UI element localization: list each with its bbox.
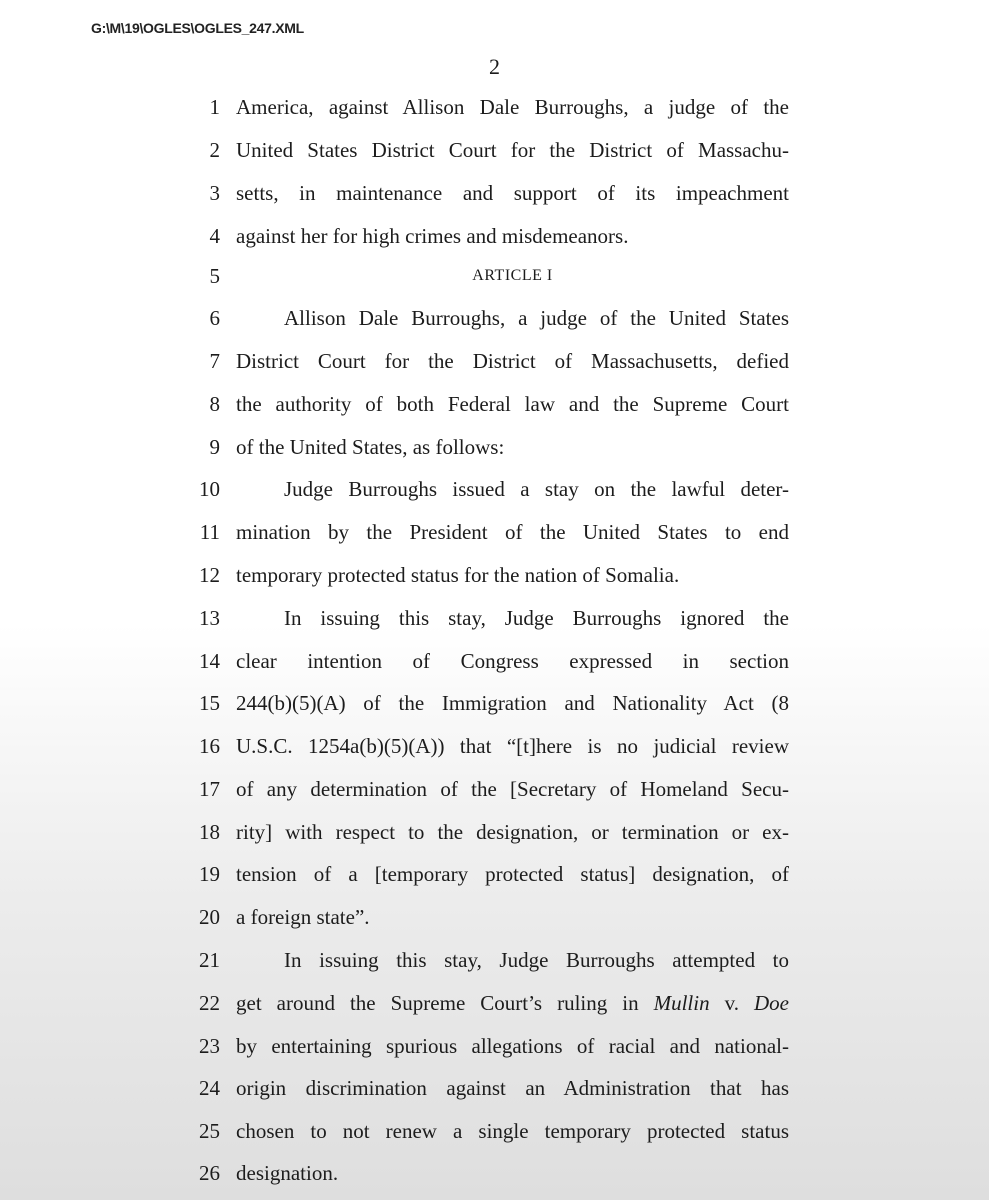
line-number: 21	[199, 948, 220, 972]
line-text: United States District Court for the District of Massachu-	[236, 138, 789, 162]
line-number: 12	[199, 563, 220, 587]
line-text: America, against Allison Dale Burroughs, a judge of the	[236, 95, 789, 119]
line-number: 26	[199, 1161, 220, 1185]
case-name-italic: Mullin	[653, 991, 710, 1015]
line-number: 5	[209, 264, 220, 288]
line-number: 24	[199, 1076, 220, 1100]
line-text: U.S.C. 1254a(b)(5)(A)) that “[t]here is no judicial review	[236, 734, 789, 758]
line-text: temporary protected status for the nation of Somalia.	[236, 563, 680, 587]
page-number: 2	[489, 54, 500, 79]
line-number: 7	[209, 349, 220, 373]
line-number: 16	[199, 734, 220, 758]
line-text: setts, in maintenance and support of its impeachment	[236, 181, 789, 205]
text-segment: v.	[709, 991, 754, 1015]
line-number: 25	[199, 1119, 220, 1143]
line-number: 3	[209, 181, 220, 205]
line-text	[236, 988, 789, 1018]
line-text: origin discrimination against an Administration that has	[236, 1076, 789, 1100]
line-text: tension of a [temporary protected status] designation, of	[236, 862, 789, 886]
file-path-header: G:\M\19\OGLES\OGLES_247.XML	[91, 20, 304, 36]
line-number: 2	[209, 138, 220, 162]
case-name-italic: Doe	[754, 991, 789, 1015]
line-text: In issuing this stay, Judge Burroughs attempted to	[284, 948, 789, 972]
line-text: clear intention of Congress expressed in section	[236, 649, 789, 673]
line-number: 17	[199, 777, 220, 801]
line-text: District Court for the District of Massachusetts, defied	[236, 349, 789, 373]
line-number: 10	[199, 477, 220, 501]
line-text: a foreign state”.	[236, 905, 370, 929]
line-text: of the United States, as follows:	[236, 435, 505, 459]
line-text: by entertaining spurious allegations of racial and national-	[236, 1034, 789, 1058]
line-number: 23	[199, 1034, 220, 1058]
line-number: 9	[209, 435, 220, 459]
line-number: 19	[199, 862, 220, 886]
line-number: 8	[209, 392, 220, 416]
line-number: 11	[199, 520, 220, 544]
line-text: rity] with respect to the designation, or termination or ex-	[236, 820, 789, 844]
line-number: 18	[199, 820, 220, 844]
line-text: the authority of both Federal law and the Supreme Court	[236, 392, 789, 416]
line-text: chosen to not renew a single temporary protected status	[236, 1119, 789, 1143]
line-number: 6	[209, 306, 220, 330]
line-number: 1	[209, 95, 220, 119]
line-text: against her for high crimes and misdemeanors.	[236, 224, 629, 248]
line-number: 20	[199, 905, 220, 929]
line-text: Judge Burroughs issued a stay on the lawful deter-	[284, 477, 789, 501]
line-number: 14	[199, 649, 220, 673]
line-text: mination by the President of the United States to end	[236, 520, 789, 544]
line-text: designation.	[236, 1161, 339, 1185]
line-number: 15	[199, 691, 220, 715]
line-number: 22	[199, 991, 220, 1015]
line-text: In issuing this stay, Judge Burroughs ignored the	[284, 606, 789, 630]
line-number: 13	[199, 606, 220, 630]
article-heading: ARTICLE I	[472, 267, 553, 284]
line-text: of any determination of the [Secretary of Homeland Secu-	[236, 777, 789, 801]
text-segment: get around the Supreme Court’s ruling in	[236, 991, 654, 1015]
line-number: 4	[209, 224, 220, 248]
line-text: 244(b)(5)(A) of the Immigration and Nationality Act (8	[236, 691, 789, 715]
line-text: Allison Dale Burroughs, a judge of the United States	[284, 306, 789, 330]
